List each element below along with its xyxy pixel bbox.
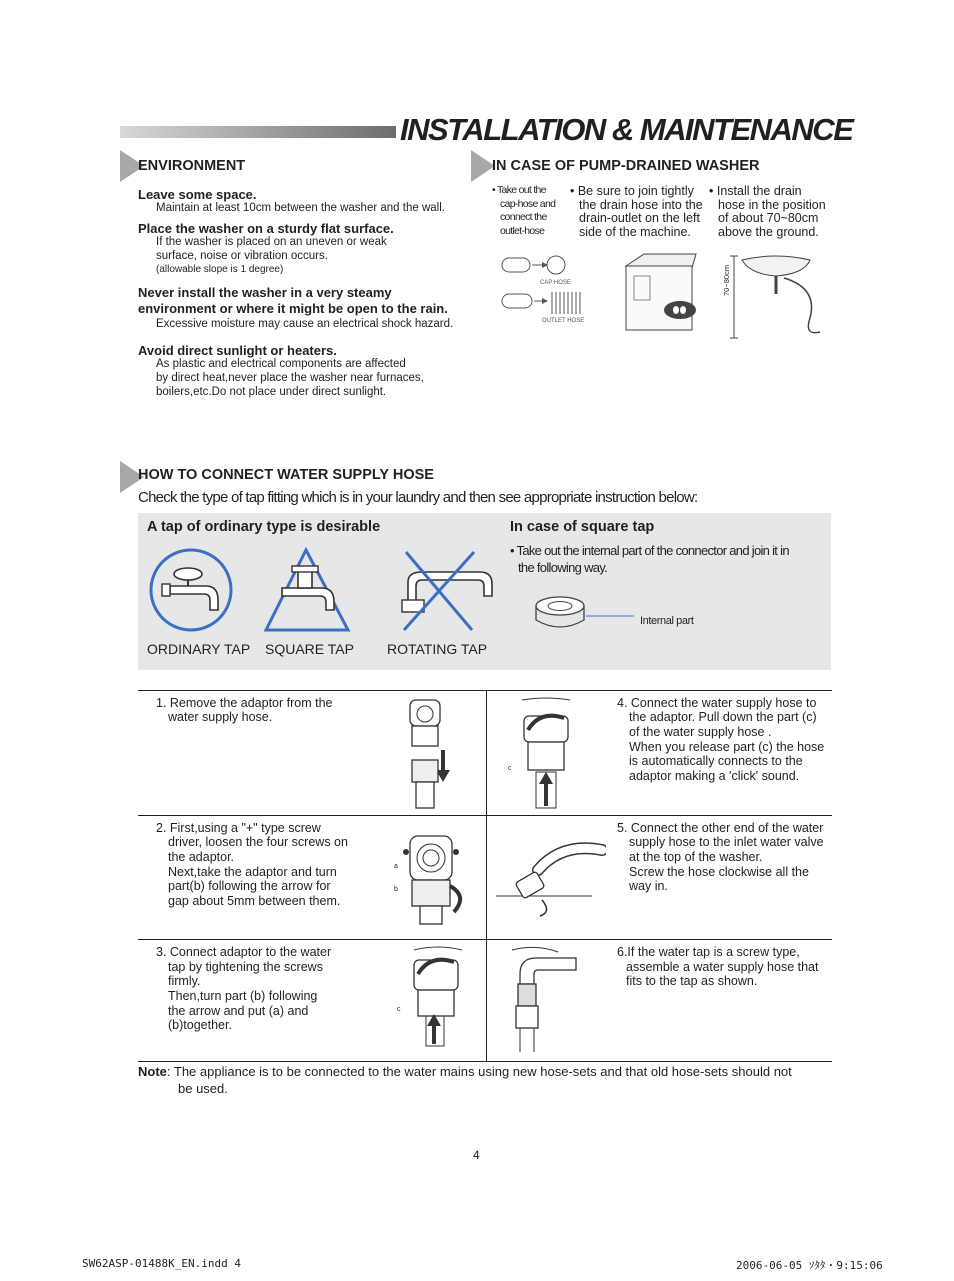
- env-item-text: surface, noise or vibration occurs.: [156, 250, 328, 262]
- pump-step-text: • Take out the: [492, 184, 546, 196]
- step-4-text: 4. Connect the water supply hose to: [617, 696, 817, 710]
- table-divider: [486, 690, 487, 1062]
- ordinary-tap-heading: A tap of ordinary type is desirable: [147, 519, 381, 535]
- step-2-text: gap about 5mm between them.: [168, 894, 341, 908]
- step-1-text: 1. Remove the adaptor from the: [156, 696, 333, 710]
- table-rule: [138, 1061, 832, 1062]
- env-item-text: by direct heat,never place the washer near furnaces,: [156, 372, 424, 384]
- step-5-text: Screw the hose clockwise all the: [629, 865, 809, 879]
- step-2-text: the adaptor.: [168, 850, 235, 864]
- pump-step-text: above the ground.: [718, 225, 819, 239]
- table-rule: [138, 690, 832, 691]
- part-label-a: a: [394, 863, 398, 870]
- step-4-text: When you release part (c) the hose: [629, 740, 825, 754]
- step-6-text: assemble a water supply hose that: [626, 960, 819, 974]
- rotating-tap-icon: [388, 546, 498, 636]
- table-rule: [138, 815, 832, 816]
- page-number: 4: [473, 1148, 480, 1162]
- hose-attach-illustration: [506, 696, 588, 812]
- adaptor-tighten-illustration: [400, 944, 476, 1050]
- table-rule: [138, 939, 832, 940]
- part-label-c: c: [508, 765, 512, 772]
- page-title: INSTALLATION & MAINTENANCE: [400, 112, 853, 147]
- pump-step-text: of about 70~80cm: [718, 211, 819, 225]
- note-text-continued: be used.: [178, 1081, 228, 1096]
- pump-step-text: connect the: [500, 211, 547, 223]
- step-3-text: firmly.: [168, 974, 201, 988]
- step-4-text: is automatically connects to the: [629, 754, 803, 768]
- adaptor-screws-illustration: [396, 824, 470, 926]
- step-2-text: Next,take the adaptor and turn: [168, 865, 337, 879]
- step-4-text: of the water supply hose .: [629, 725, 772, 739]
- note-text: : The appliance is to be connected to the water mains using new hose-sets and that old hose-sets should not: [166, 1064, 792, 1079]
- washer-drain-illustration: [620, 248, 716, 336]
- step-3-text: the arrow and put (a) and: [168, 1004, 309, 1018]
- env-item-text: If the washer is placed on an uneven or weak: [156, 236, 387, 248]
- tap-label-rotating: ROTATING TAP: [387, 641, 488, 657]
- env-item-text: Maintain at least 10cm between the washer and the wall.: [156, 202, 445, 214]
- step-3-text: 3. Connect adaptor to the water: [156, 945, 332, 959]
- tap-label-square: SQUARE TAP: [265, 641, 354, 657]
- footer-file-info: SW62ASP-01488K_EN.indd 4: [82, 1257, 241, 1270]
- pump-step-text: the drain hose into the: [579, 198, 703, 212]
- env-item-note: (allowable slope is 1 degree): [156, 264, 284, 275]
- environment-heading: ENVIRONMENT: [138, 158, 246, 174]
- step-6-text: 6.If the water tap is a screw type,: [617, 945, 800, 959]
- tap-label-ordinary: ORDINARY TAP: [147, 641, 251, 657]
- hose-intro: Check the type of tap fitting which is in your laundry and then see appropriate instruction below:: [138, 489, 698, 506]
- drain-height-label: 70~80cm: [722, 264, 731, 296]
- step-2-text: part(b) following the arrow for: [168, 879, 331, 893]
- footer-timestamp: 2006-06-05 ｿﾀﾀ・9:15:06: [736, 1259, 883, 1272]
- step-5-text: at the top of the washer.: [629, 850, 763, 864]
- pump-step-text: side of the machine.: [579, 225, 691, 239]
- ordinary-tap-icon: [148, 546, 242, 636]
- step-5-text: 5. Connect the other end of the water: [617, 821, 824, 835]
- square-tap-text: the following way.: [518, 560, 608, 575]
- internal-part-illustration: [530, 592, 642, 640]
- part-label-c: c: [397, 1006, 401, 1013]
- note-line: [138, 1064, 792, 1079]
- pump-step-text: • Be sure to join tightly: [570, 184, 694, 198]
- pump-step-text: • Install the drain: [709, 184, 802, 198]
- step-2-text: 2. First,using a "+" type screw: [156, 821, 321, 835]
- step-4-text: the adaptor. Pull down the part (c): [629, 710, 817, 724]
- step-3-text: Then,turn part (b) following: [168, 989, 318, 1003]
- part-label-b: b: [394, 886, 398, 893]
- env-item-title: environment or where it might be open to the rain.: [138, 301, 448, 316]
- env-item-title: Leave some space.: [138, 187, 257, 202]
- pump-heading: IN CASE OF PUMP-DRAINED WASHER: [492, 158, 760, 174]
- step-3-text: tap by tightening the screws: [168, 960, 323, 974]
- title-bar-gradient: [120, 126, 396, 138]
- pump-step-text: outlet-hose: [500, 225, 545, 237]
- step-6-text: fits to the tap as shown.: [626, 974, 758, 988]
- env-item-text: Excessive moisture may cause an electrical shock hazard.: [156, 318, 454, 330]
- step-5-text: supply hose to the inlet water valve: [629, 835, 824, 849]
- pump-step-text: drain-outlet on the left: [579, 211, 700, 225]
- step-5-text: way in.: [629, 879, 668, 893]
- adaptor-removal-illustration: [398, 694, 460, 812]
- env-item-title: Never install the washer in a very steamy: [138, 285, 392, 300]
- inlet-valve-illustration: [492, 836, 606, 920]
- step-2-text: driver, loosen the four screws on: [168, 835, 348, 849]
- outlet-hose-label: OUTLET HOSE: [542, 318, 585, 324]
- pump-step-text: hose in the position: [718, 198, 826, 212]
- step-1-text: water supply hose.: [168, 710, 273, 724]
- internal-part-label: Internal part: [640, 615, 694, 627]
- cap-hose-label: CAP HOSE: [540, 280, 571, 286]
- env-item-text: As plastic and electrical components are affected: [156, 358, 406, 370]
- step-3-text: (b)together.: [168, 1018, 232, 1032]
- hose-heading: HOW TO CONNECT WATER SUPPLY HOSE: [138, 467, 434, 483]
- drain-height-illustration: [724, 248, 828, 342]
- step-4-text: adaptor making a 'click' sound.: [629, 769, 800, 783]
- square-tap-text: • Take out the internal part of the connector and join it in: [510, 543, 789, 558]
- square-tap-heading: In case of square tap: [510, 519, 655, 535]
- env-item-text: boilers,etc.Do not place under direct sunlight.: [156, 386, 387, 398]
- pump-step-text: cap-hose and: [500, 198, 556, 210]
- square-tap-icon: [262, 546, 356, 636]
- note-label: Note: [138, 1064, 167, 1079]
- env-item-title: Avoid direct sunlight or heaters.: [138, 343, 337, 358]
- screw-tap-illustration: [506, 944, 586, 1054]
- env-item-title: Place the washer on a sturdy flat surface.: [138, 221, 394, 236]
